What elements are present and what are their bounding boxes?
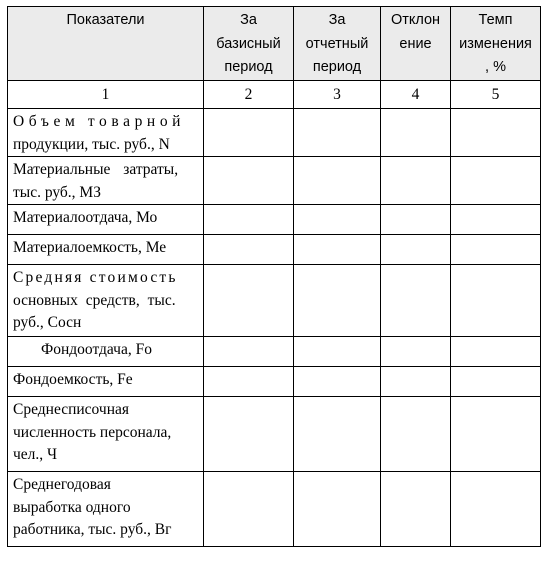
table-cell[interactable] — [294, 397, 381, 472]
row-label-line: Материалоотдача, Мо — [13, 209, 158, 226]
header-deviation-line1: Отклон — [390, 12, 441, 28]
table-cell[interactable] — [204, 109, 294, 157]
row-label-line: тыс. руб., МЗ — [13, 183, 101, 201]
row-label-material-intensity — [8, 235, 204, 265]
column-number: 4 — [381, 81, 451, 109]
row-label-headcount — [8, 397, 204, 472]
table-cell[interactable] — [451, 157, 541, 205]
table-row — [8, 157, 541, 205]
table-cell[interactable] — [381, 397, 451, 472]
header-deviation-line2: ение — [399, 35, 432, 52]
table-cell[interactable] — [294, 337, 381, 367]
row-label-output-per-worker — [8, 472, 204, 547]
header-report-period-line2: отчетный — [305, 35, 369, 52]
row-label-material-return — [8, 205, 204, 235]
header-change-rate-line1: Темп — [478, 12, 513, 28]
table-cell[interactable] — [381, 109, 451, 157]
row-label-line: численность персонала, — [13, 423, 172, 441]
table-row — [8, 337, 541, 367]
row-label-line: продукции, тыс. руб., N — [13, 135, 170, 153]
row-label-line: основных средств, тыс. — [13, 291, 176, 309]
table-row — [8, 109, 541, 157]
table-row — [8, 472, 541, 547]
header-deviation — [381, 7, 451, 81]
table-cell[interactable] — [204, 157, 294, 205]
table-cell[interactable] — [204, 205, 294, 235]
row-label-line: чел., Ч — [13, 446, 58, 463]
column-number: 1 — [8, 81, 204, 109]
header-indicators-text: Показатели — [66, 12, 145, 28]
table-cell[interactable] — [381, 367, 451, 397]
table-cell[interactable] — [381, 472, 451, 547]
row-label-line: работника, тыс. руб., Вг — [13, 521, 172, 538]
row-label-line: Фондоотдача, Fo — [41, 341, 152, 358]
table-cell[interactable] — [451, 397, 541, 472]
header-base-period-line3: период — [224, 59, 273, 75]
table-cell[interactable] — [294, 109, 381, 157]
table-row — [8, 235, 541, 265]
column-number-row — [8, 81, 541, 109]
table-cell[interactable] — [294, 205, 381, 235]
table-cell[interactable] — [204, 235, 294, 265]
header-indicators — [8, 7, 204, 81]
row-label-line: Фондоемкость, Fe — [13, 371, 133, 388]
table-cell[interactable] — [451, 205, 541, 235]
header-base-period-line2: базисный — [216, 35, 281, 52]
row-label-line: выработка одного — [13, 498, 131, 516]
table-row — [8, 265, 541, 337]
table-cell[interactable] — [381, 235, 451, 265]
row-label-line: Средняя стоимость — [13, 269, 178, 286]
column-number: 5 — [451, 81, 541, 109]
table-cell[interactable] — [451, 337, 541, 367]
header-base-period — [204, 7, 294, 81]
table-row — [8, 205, 541, 235]
header-base-period-line1: За — [240, 12, 257, 28]
header-report-period — [294, 7, 381, 81]
row-label-line: Среднегодовая — [13, 476, 111, 493]
table-cell[interactable] — [381, 337, 451, 367]
table-cell[interactable] — [381, 157, 451, 205]
header-change-rate-line2: изменения — [459, 35, 532, 52]
table-cell[interactable] — [451, 265, 541, 337]
row-label-material-costs — [8, 157, 204, 205]
row-label-line: руб., Сосн — [13, 314, 82, 331]
column-number: 2 — [204, 81, 294, 109]
column-number: 3 — [294, 81, 381, 109]
table-cell[interactable] — [294, 367, 381, 397]
table-cell[interactable] — [294, 265, 381, 337]
table-cell[interactable] — [451, 367, 541, 397]
header-change-rate — [451, 7, 541, 81]
row-label-capital-productivity — [8, 337, 204, 367]
table-cell[interactable] — [204, 265, 294, 337]
row-label-output — [8, 109, 204, 157]
row-label-line: Среднесписочная — [13, 401, 130, 418]
row-label-line: Материалоемкость, Ме — [13, 239, 167, 256]
table-cell[interactable] — [381, 205, 451, 235]
table-cell[interactable] — [294, 157, 381, 205]
header-report-period-line1: За — [328, 12, 346, 28]
table-cell[interactable] — [204, 337, 294, 367]
table-cell[interactable] — [381, 265, 451, 337]
table-cell[interactable] — [204, 397, 294, 472]
table-row — [8, 367, 541, 397]
table-cell[interactable] — [294, 472, 381, 547]
table-cell[interactable] — [204, 472, 294, 547]
indicators-table — [7, 6, 541, 547]
table-cell[interactable] — [294, 235, 381, 265]
table-header-row — [8, 7, 541, 81]
table-row — [8, 397, 541, 472]
row-label-line: Материальные затраты, — [13, 161, 179, 178]
table-cell[interactable] — [204, 367, 294, 397]
header-report-period-line3: период — [312, 59, 362, 75]
row-label-capital-intensity — [8, 367, 204, 397]
row-label-fixed-assets — [8, 265, 204, 337]
table-cell[interactable] — [451, 235, 541, 265]
row-label-line: Объем товарной — [13, 113, 186, 130]
table-cell[interactable] — [451, 109, 541, 157]
header-change-rate-line3: , % — [485, 59, 506, 75]
table-cell[interactable] — [451, 472, 541, 547]
